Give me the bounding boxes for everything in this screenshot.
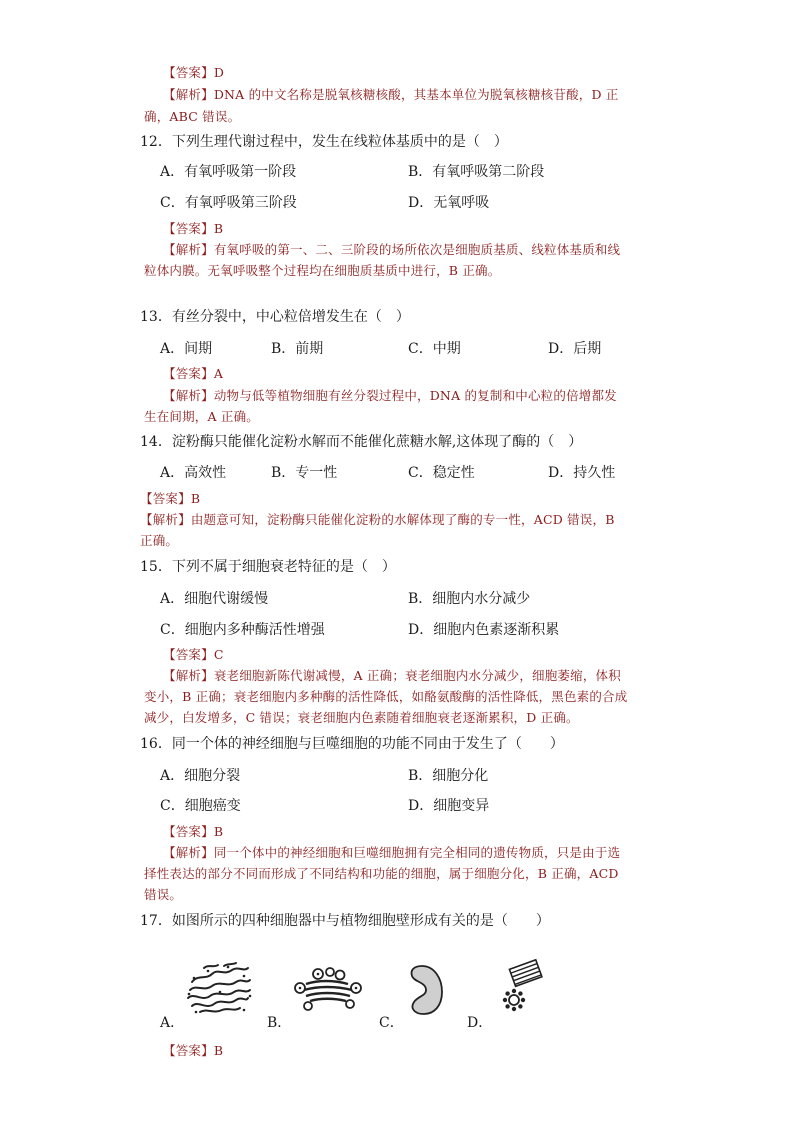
answer-label: 【答案】 [140,491,191,506]
q15-analysis-line-1 [163,666,621,684]
analysis-label: 【解析】 [140,512,191,527]
q16-option-a: A．细胞分裂 [160,768,241,784]
answer-label: 【答案】 [163,65,214,80]
q16-option-b: B．细胞分化 [408,768,489,784]
q12-option-c: C．有氧呼吸第三阶段 [160,195,297,211]
q16-question: 16．同一个体的神经细胞与巨噬细胞的功能不同由于发生了（ ） [140,736,564,752]
answer-value: B [190,491,201,506]
q17-question: 17．如图所示的四种细胞器中与植物细胞壁形成有关的是（ ） [140,913,550,929]
q15-option-a: A．细胞代谢缓慢 [160,591,269,607]
q15-option-d: D．细胞内色素逐渐积累 [408,622,560,638]
analysis-text: 同一个体中的神经细胞和巨噬细胞拥有完全相同的遗传物质，只是由于选 [213,845,621,860]
q15-option-b: B．细胞内水分减少 [408,591,531,607]
analysis-label: 【解析】 [163,87,214,102]
analysis-label: 【解析】 [163,388,214,403]
q15-analysis-line-2: 变小，B 正确；衰老细胞内多种酶的活性降低，如酪氨酸酶的活性降低，黑色素的合成 [144,689,628,704]
q17-option-c: C． [379,1015,404,1031]
analysis-text: 衰老细胞新陈代谢减慢，A 正确；衰老细胞内水分减少，细胞萎缩，体积 [213,668,621,683]
answer-value: B [213,221,224,236]
analysis-text: DNA 的中文名称是脱氧核糖核酸，其基本单位为脱氧核糖核苷酸，D 正 [213,87,619,102]
q11-analysis-line-2: 确，ABC 错误。 [144,109,241,124]
q13-answer [163,364,223,382]
q14-analysis-line-2: 正确。 [140,533,179,548]
answer-label: 【答案】 [163,366,214,381]
analysis-text: 由题意可知，淀粉酶只能催化淀粉的水解体现了酶的专一性，ACD 错误，B [190,512,615,527]
q13-analysis-line-1 [163,386,617,404]
q16-analysis-line-2: 择性表达的部分不同而形成了不同结构和功能的细胞，属于细胞分化，B 正确，ACD [144,866,619,881]
vacuole-figure [404,962,448,1018]
answer-label: 【答案】 [163,824,214,839]
q14-answer [140,489,200,507]
q16-option-d: D．细胞变异 [408,798,490,814]
q15-answer [163,645,224,663]
q12-option-b: B．有氧呼吸第二阶段 [408,164,545,180]
q12-option-a: A．有氧呼吸第一阶段 [160,164,297,180]
q11-answer [163,63,224,81]
q13-option-b: B．前期 [271,341,324,357]
q16-analysis-line-1 [163,843,620,861]
q14-option-b: B．专一性 [271,465,338,481]
analysis-text: 动物与低等植物细胞有丝分裂过程中，DNA 的复制和中心粒的倍增都发 [213,388,617,403]
endoplasmic-reticulum-figure [184,962,254,1018]
q17-option-a: A． [160,1015,185,1031]
q16-analysis-line-3: 错误。 [144,887,183,902]
q15-question: 15．下列不属于细胞衰老特征的是（ ） [140,559,396,575]
q13-option-c: C．中期 [408,341,461,357]
q16-option-c: C．细胞癌变 [160,798,241,814]
analysis-label: 【解析】 [163,242,214,257]
analysis-label: 【解析】 [163,668,214,683]
answer-value: B [213,1043,224,1058]
answer-label: 【答案】 [163,647,214,662]
centrosome-figure [498,958,548,1018]
q12-option-d: D．无氧呼吸 [408,195,490,211]
q17-option-b: B． [267,1015,292,1031]
answer-label: 【答案】 [163,221,214,236]
q13-option-a: A．间期 [160,341,213,357]
answer-label: 【答案】 [163,1043,214,1058]
analysis-label: 【解析】 [163,845,214,860]
q16-answer [163,822,223,840]
analysis-text: 有氧呼吸的第一、二、三阶段的场所依次是细胞质基质、线粒体基质和线 [213,242,621,257]
answer-value: A [213,366,224,381]
q14-option-a: A．高效性 [160,465,227,481]
q15-option-c: C．细胞内多种酶活性增强 [160,622,325,638]
q17-answer [163,1041,223,1059]
q14-question: 14．淀粉酶只能催化淀粉水解而不能催化蔗糖水解,这体现了酶的（ ） [140,434,583,450]
q12-analysis-line-1 [163,240,620,258]
q14-option-d: D．持久性 [548,465,616,481]
answer-value: D [213,65,225,80]
q11-analysis-line-1 [163,85,619,103]
q14-analysis-line-1 [140,510,615,528]
q13-option-d: D．后期 [548,341,602,357]
q13-analysis-line-2: 生在间期，A 正确。 [144,409,260,424]
q15-analysis-line-3: 减少，白发增多，C 错误；衰老细胞内色素随着细胞衰老逐渐累积，D 正确。 [144,710,579,725]
answer-value: B [213,824,224,839]
q13-question: 13．有丝分裂中，中心粒倍增发生在（ ） [140,309,410,325]
q17-option-d: D． [467,1015,493,1031]
q12-question: 12．下列生理代谢过程中，发生在线粒体基质中的是（ ） [140,134,508,150]
golgi-apparatus-figure [290,966,370,1014]
q12-answer [163,219,223,237]
q14-option-c: C．稳定性 [408,465,475,481]
answer-value: C [213,647,224,662]
q12-analysis-line-2: 粒体内膜。无氧呼吸整个过程均在细胞质基质中进行，B 正确。 [144,263,501,278]
